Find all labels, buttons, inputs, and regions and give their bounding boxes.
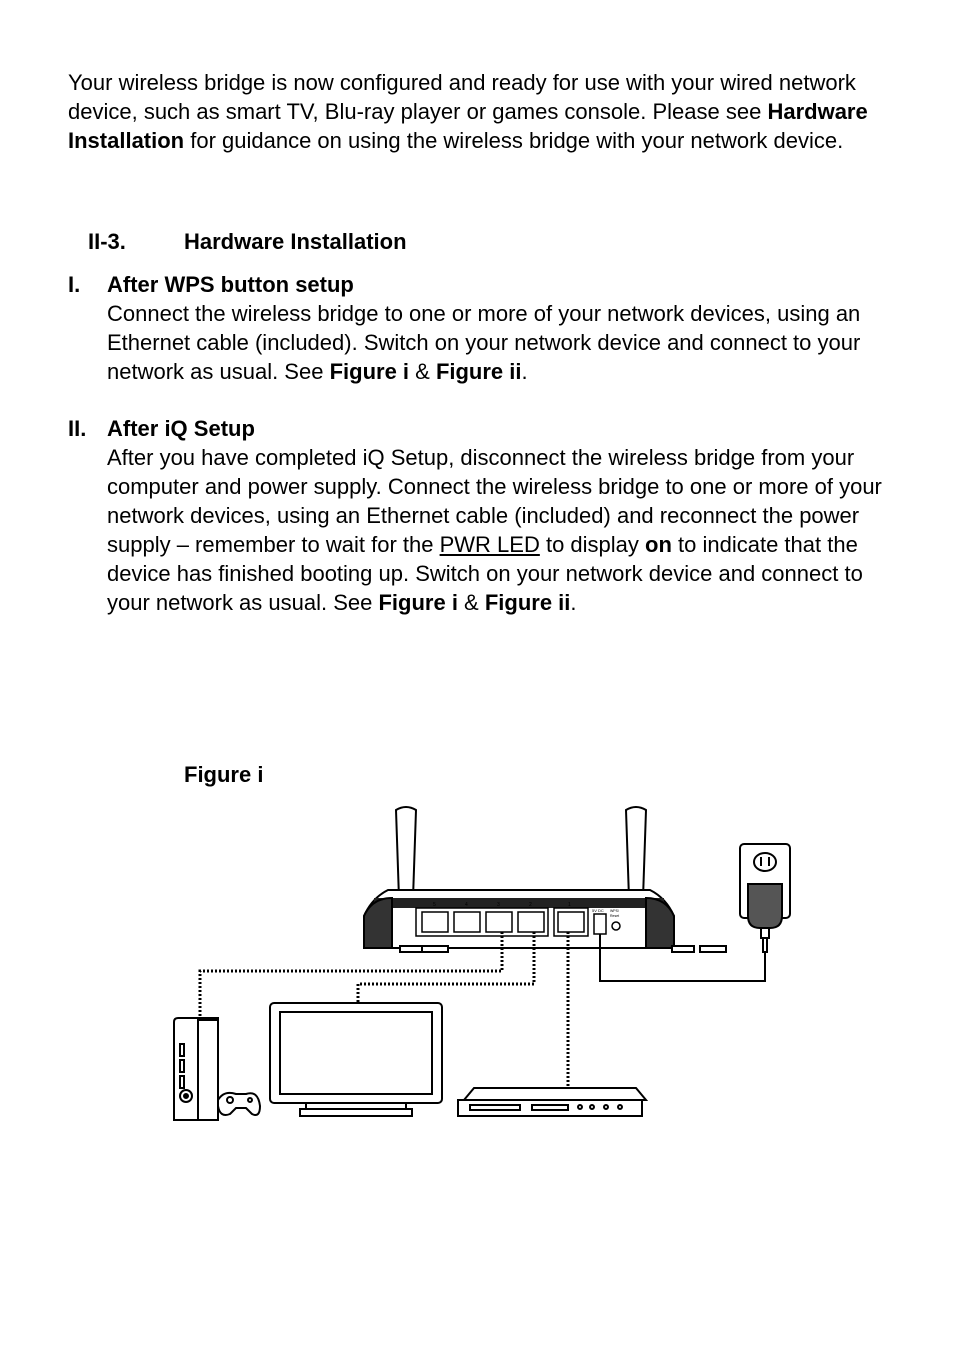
port-2	[518, 912, 544, 932]
figure-ii-ref: Figure ii	[435, 359, 522, 384]
figure-i-ref: Figure i	[378, 590, 458, 615]
section-number: II-3.	[88, 229, 126, 254]
item-text: .	[570, 590, 577, 615]
power-adapter	[748, 884, 782, 952]
reset-label: Reset	[610, 914, 620, 918]
figure-caption: Figure i	[184, 762, 264, 787]
port-label: 3	[497, 902, 500, 908]
item-text: to indicate that the device has finished booting up. Switch on your network device and connect to your network as usual. See	[107, 532, 863, 615]
item-text: Connect the wireless bridge to one or more of your network devices, using an Ethernet cable (included). Switch on your network device and connect to your network as usual. See	[107, 301, 861, 384]
television	[270, 1003, 442, 1116]
port-label: 1	[568, 902, 571, 908]
intro-text: Your wireless bridge is now configured and ready for use with your wired network device, such as smart TV, Blu-ray player or games console. Please see	[68, 70, 856, 124]
roman-numeral: I.	[68, 272, 81, 297]
intro-paragraph	[68, 68, 898, 155]
item-text: &	[457, 590, 485, 615]
item-text: to display	[539, 532, 646, 557]
game-controller	[218, 1093, 260, 1115]
item-text: .	[521, 359, 528, 384]
item-body	[107, 299, 898, 386]
section-title: Hardware Installation	[184, 229, 407, 254]
item-text: &	[409, 359, 436, 384]
port-3	[486, 912, 512, 932]
dc-label: 5V DC	[592, 908, 604, 913]
port-label: 4	[465, 902, 468, 908]
item-title: After iQ Setup	[107, 416, 255, 441]
hardware-installation-ref: Hardware Installation	[68, 99, 868, 153]
section-heading	[88, 227, 407, 256]
item-title: After WPS button setup	[107, 272, 354, 297]
intro-text: for guidance on using the wireless bridge with your network device.	[184, 128, 844, 153]
bluray-player	[458, 1088, 646, 1116]
roman-numeral: II.	[68, 416, 87, 441]
pwr-led-term: PWR LED	[439, 532, 540, 557]
wps-reset-button	[612, 922, 620, 930]
wps-label: WPS/	[610, 909, 619, 913]
game-console	[174, 1018, 218, 1120]
connection-diagram	[160, 798, 820, 1128]
dc-jack	[594, 914, 606, 934]
port-5	[422, 912, 448, 932]
port-4	[454, 912, 480, 932]
port-label: 2	[529, 902, 532, 908]
figure-ii-ref: Figure ii	[484, 590, 571, 615]
on-term: on	[645, 532, 672, 557]
item-wps-setup	[68, 270, 898, 386]
figure-i-ref: Figure i	[329, 359, 410, 384]
item-iq-setup	[68, 414, 898, 617]
port-label: 5	[433, 902, 436, 908]
item-text: After you have completed iQ Setup, disconnect the wireless bridge from your computer and power supply. Connect the wireless bridge to one or more of your network devices, using an Ethernet cable (included) and reconnect the power supply – remember to wait for the	[107, 445, 882, 557]
port-1	[558, 912, 584, 932]
item-body	[107, 443, 898, 617]
